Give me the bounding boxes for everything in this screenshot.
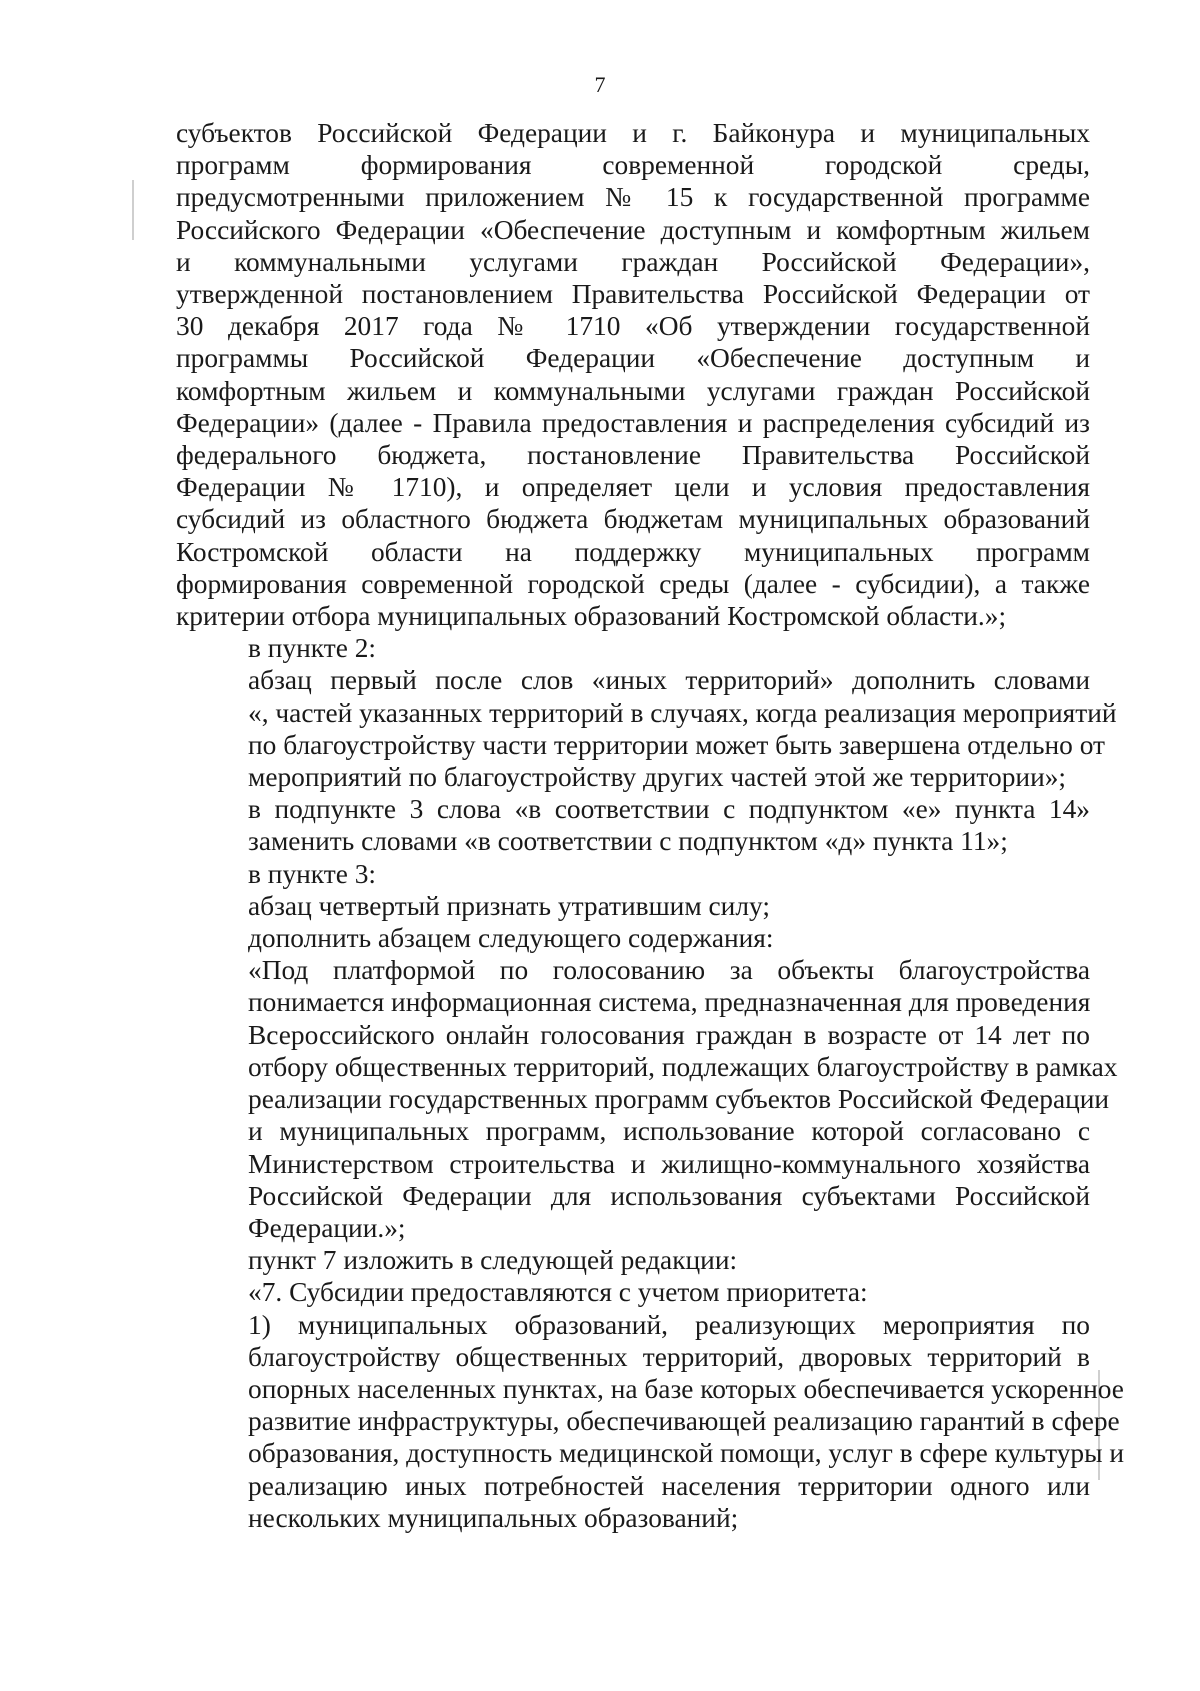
paragraph — [176, 117, 1090, 632]
text-line: предусмотренными приложением № 15 к государственной программе — [176, 182, 1090, 213]
paragraph — [176, 1276, 1090, 1308]
text-line: в пункте 3: — [248, 858, 377, 889]
page-number: 7 — [594, 72, 606, 97]
text-line: мероприятий по благоустройству других частей этой же территории»; — [248, 762, 1067, 793]
text-line: федерального бюджета, постановление Правительства Российской — [176, 440, 1090, 471]
text-line: пункт 7 изложить в следующей редакции: — [248, 1245, 738, 1276]
paragraph — [176, 1309, 1125, 1534]
text-line: Министерством строительства и жилищно-коммунального хозяйства — [248, 1148, 1090, 1179]
paragraph — [176, 793, 1090, 857]
text-line: Российского Федерации «Обеспечение доступным и комфортным жильем — [176, 214, 1090, 245]
text-line: Российской Федерации для использования субъектами Российской — [248, 1180, 1090, 1211]
text-line: Костромской области на поддержку муниципальных программ — [176, 536, 1090, 567]
text-line: 30 декабря 2017 года № 1710 «Об утверждении государственной — [176, 311, 1090, 342]
text-line: комфортным жильем и коммунальными услугами граждан Российской — [176, 375, 1090, 406]
text-line: реализацию иных потребностей населения территории одного или — [248, 1470, 1090, 1501]
text-line: субъектов Российской Федерации и г. Байконура и муниципальных — [176, 118, 1090, 148]
document-body — [176, 117, 1125, 1534]
text-line: по благоустройству части территории может быть завершена отдельно от — [248, 729, 1106, 760]
text-line: дополнить абзацем следующего содержания: — [248, 923, 774, 954]
text-line: благоустройству общественных территорий, дворовых территорий в — [248, 1341, 1090, 1372]
text-line: отбору общественных территорий, подлежащих благоустройству в рамках — [248, 1051, 1118, 1082]
text-line: заменить словами «в соответствии с подпунктом «д» пункта 11»; — [248, 826, 1008, 857]
text-line: в подпункте 3 слова «в соответствии с подпунктом «е» пункта 14» — [248, 794, 1090, 825]
text-line: и муниципальных программ, использование которой согласовано с — [248, 1116, 1090, 1147]
paragraph — [176, 954, 1118, 1244]
scan-artifact-left — [132, 180, 134, 240]
text-line: формирования современной городской среды (далее - субсидии), а также — [176, 568, 1090, 599]
text-line: абзац первый после слов «иных территорий» дополнить словами — [248, 665, 1090, 696]
paragraph — [176, 858, 1090, 890]
text-line: Федерации.»; — [248, 1212, 406, 1243]
text-line: нескольких муниципальных образований; — [248, 1502, 739, 1533]
text-line: 1) муниципальных образований, реализующих мероприятия по — [248, 1309, 1090, 1340]
paragraph — [176, 664, 1117, 793]
text-line: опорных населенных пунктах, на базе которых обеспечивается ускоренное — [248, 1373, 1124, 1404]
text-line: программ формирования современной городской среды, — [176, 150, 1090, 181]
paragraph — [176, 632, 1090, 664]
paragraph — [176, 922, 1090, 954]
text-line: абзац четвертый признать утратившим силу; — [248, 890, 770, 921]
text-line: развитие инфраструктуры, обеспечивающей реализацию гарантий в сфере — [248, 1406, 1120, 1437]
text-line: «Под платформой по голосованию за объекты благоустройства — [248, 955, 1090, 986]
text-line: образования, доступность медицинской помощи, услуг в сфере культуры и — [248, 1438, 1125, 1469]
text-line: «, частей указанных территорий в случаях, когда реализация мероприятий — [248, 697, 1117, 728]
text-line: и коммунальными услугами граждан Российской Федерации», — [176, 246, 1090, 277]
text-line: Федерации» (далее - Правила предоставления и распределения субсидий из — [176, 407, 1090, 438]
paragraph — [176, 890, 1090, 922]
text-line: субсидий из областного бюджета бюджетам муниципальных образований — [176, 504, 1090, 535]
text-line: программы Российской Федерации «Обеспечение доступным и — [176, 343, 1090, 374]
text-line: Всероссийского онлайн голосования граждан в возрасте от 14 лет по — [248, 1019, 1090, 1050]
text-line: Федерации № 1710), и определяет цели и условия предоставления — [176, 472, 1090, 503]
text-line: критерии отбора муниципальных образований Костромской области.»; — [176, 601, 1007, 632]
text-line: в пункте 2: — [248, 633, 377, 664]
paragraph — [176, 1244, 1090, 1276]
text-line: понимается информационная система, предназначенная для проведения — [248, 987, 1091, 1018]
text-line: утвержденной постановлением Правительства Российской Федерации от — [176, 279, 1090, 310]
text-line: реализации государственных программ субъектов Российской Федерации — [248, 1084, 1110, 1115]
text-line: «7. Субсидии предоставляются с учетом приоритета: — [248, 1277, 868, 1308]
